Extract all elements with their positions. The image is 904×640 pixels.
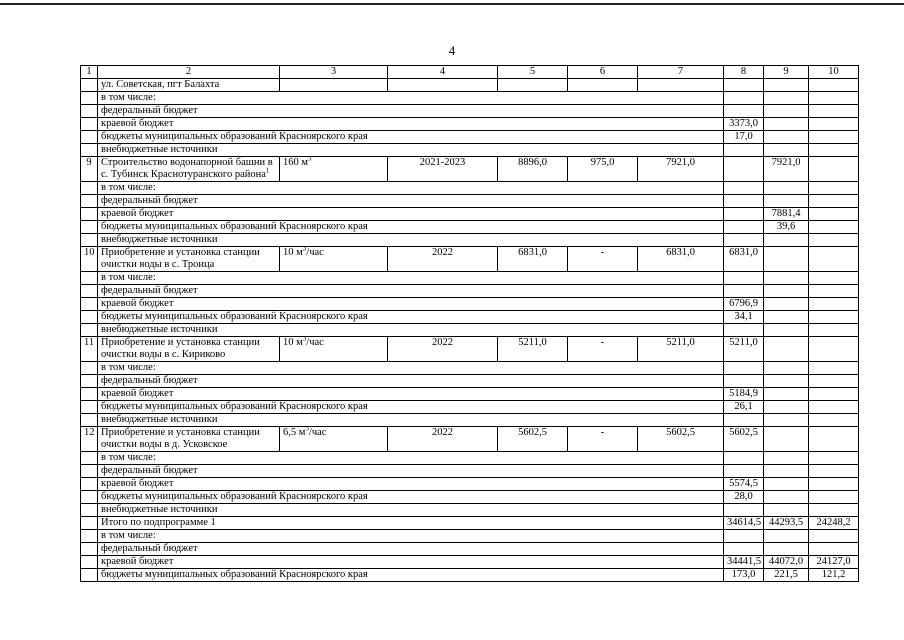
item-number: 9 [81,157,98,182]
table-cell [809,105,859,118]
value-cell: 3373,0 [724,118,764,131]
value-cell: 44293,5 [764,517,809,530]
budget-table [80,65,859,582]
value-cell [809,272,859,285]
sub-label: бюджеты муниципальных образований Красноярского края [98,221,724,234]
value-cell [809,247,859,272]
total-row [81,517,859,530]
cell-text: 6,5 м [283,427,306,438]
value-cell: - [568,427,638,452]
table-cell [764,118,809,131]
table-row [81,285,859,298]
table-cell [724,144,764,157]
table-cell [568,79,638,92]
table-cell [81,221,98,234]
value-cell [809,362,859,375]
total-cell: 5602,5 [498,427,568,452]
table-row [81,324,859,337]
value-cell [764,285,809,298]
table-cell [764,105,809,118]
total-cell: 5211,0 [498,337,568,362]
value-cell [764,465,809,478]
sub-label: в том числе: [98,362,724,375]
value-cell [724,208,764,221]
period-cell: 2021-2023 [388,157,498,182]
item-row [81,247,859,272]
name-line: Приобретение и установка станции [101,337,260,348]
sub-label: внебюджетные источники [98,324,724,337]
value-cell [764,272,809,285]
name-line: очистки воды в с. Троица [101,259,215,270]
value-cell [764,543,809,556]
total-cell: 6831,0 [498,247,568,272]
value-cell [764,195,809,208]
value-cell [809,504,859,517]
value-cell [724,324,764,337]
table-cell [81,465,98,478]
sub-label: бюджеты муниципальных образований Красноярского края [98,131,724,144]
header-cell: 5 [498,66,568,79]
item-name [98,247,280,272]
table-row [81,388,859,401]
sub-label: внебюджетные источники [98,234,724,247]
total-label: Итого по подпрограмме 1 [98,517,724,530]
value-cell [724,530,764,543]
sub-label: внебюджетные источники [98,414,724,427]
sub-label: в том числе: [98,452,724,465]
name-line: с. Тубинск Краснотуранского района [101,169,266,180]
table-row [81,543,859,556]
page-number: 4 [448,43,456,58]
item-name [98,337,280,362]
value-cell [764,452,809,465]
value-cell: 39,6 [764,221,809,234]
table-row [81,465,859,478]
value-cell [809,452,859,465]
sub-label: в том числе: [98,530,724,543]
value-cell: 28,0 [724,491,764,504]
cell-text: /час [308,427,327,438]
superscript: 3 [305,426,309,433]
table-cell [809,92,859,105]
table-cell [81,131,98,144]
name-line: Приобретение и установка станции [101,247,260,258]
table-cell [280,79,388,92]
period-cell: 2022 [388,337,498,362]
value-cell [809,388,859,401]
cell-text: 10 м [283,337,303,348]
value-cell [809,285,859,298]
value-cell [809,530,859,543]
sub-label: в том числе: [98,272,724,285]
value-cell [809,427,859,452]
cell-text: /час [306,337,324,348]
item-number: 12 [81,427,98,452]
value-cell [809,478,859,491]
value-cell [764,298,809,311]
table-cell [809,79,859,92]
value-cell [764,362,809,375]
table-row [81,530,859,543]
value-cell [809,414,859,427]
table-row [81,491,859,504]
value-cell [724,504,764,517]
sub-label: краевой бюджет [98,556,724,569]
value-cell [724,221,764,234]
sub-label: краевой бюджет [98,118,724,131]
name-line: очистки воды в д. Усковское [101,439,228,450]
table-row [81,272,859,285]
table-row [81,362,859,375]
header-cell: 10 [809,66,859,79]
table-cell [724,79,764,92]
sub-label: федеральный бюджет [98,543,724,556]
table-cell [81,92,98,105]
table-cell [81,569,98,582]
table-cell [81,517,98,530]
sub-label: федеральный бюджет [98,195,724,208]
sub-label: федеральный бюджет [98,105,724,118]
value-cell [809,311,859,324]
table-cell [81,105,98,118]
table-cell [724,105,764,118]
value-cell: 5211,0 [724,337,764,362]
table-row [81,401,859,414]
value-cell: 5184,9 [724,388,764,401]
sub-label: федеральный бюджет [98,465,724,478]
value-cell: 26,1 [724,401,764,414]
table-cell [81,375,98,388]
table-cell [81,388,98,401]
table-cell [81,452,98,465]
table-row [81,452,859,465]
table-cell [81,298,98,311]
table-cell [81,530,98,543]
value-cell [809,543,859,556]
table-cell [81,311,98,324]
table-cell [81,144,98,157]
table-cell [81,234,98,247]
value-cell [724,272,764,285]
header-cell: 4 [388,66,498,79]
value-cell [724,285,764,298]
value-cell: 34,1 [724,311,764,324]
value-cell [724,182,764,195]
value-cell [724,465,764,478]
sub-label: бюджеты муниципальных образований Красноярского края [98,311,724,324]
cell-text: /час [306,247,324,258]
table-row [81,131,859,144]
value-cell: 221,5 [764,569,809,582]
value-cell [724,234,764,247]
value-cell [764,388,809,401]
item-number: 10 [81,247,98,272]
table-cell [81,272,98,285]
value-cell: - [568,337,638,362]
capacity-cell [280,427,388,452]
sub-label: краевой бюджет [98,388,724,401]
value-cell: 7921,0 [764,157,809,182]
table-row [81,556,859,569]
value-cell [764,414,809,427]
name-line: очистки воды в с. Кириково [101,349,226,360]
table-cell [764,79,809,92]
header-cell: 9 [764,66,809,79]
value-cell [724,375,764,388]
value-cell: 7881,4 [764,208,809,221]
table-cell [809,144,859,157]
value-cell [764,337,809,362]
header-cell: 2 [98,66,280,79]
table-row [81,478,859,491]
value-cell: 34614,5 [724,517,764,530]
header-cell: 3 [280,66,388,79]
value-cell [809,491,859,504]
value-cell [764,182,809,195]
value-cell [724,157,764,182]
value-cell [764,478,809,491]
item-row [81,427,859,452]
value-cell [764,530,809,543]
value-cell [809,401,859,414]
sub-label: в том числе: [98,182,724,195]
table-cell [764,131,809,144]
value-cell: 44072,0 [764,556,809,569]
value-cell [809,195,859,208]
table-cell [81,543,98,556]
item-row [81,157,859,182]
value-cell: - [568,247,638,272]
value-cell [809,375,859,388]
table-cell [638,79,724,92]
table-cell [498,79,568,92]
value-cell [809,465,859,478]
table-cell [81,79,98,92]
table-row [81,195,859,208]
period-cell: 2022 [388,427,498,452]
value-cell: 5574,5 [724,478,764,491]
period-cell: 2022 [388,247,498,272]
capacity-cell [280,337,388,362]
top-border-line [0,3,904,5]
sub-label: федеральный бюджет [98,375,724,388]
superscript: 3 [308,156,312,163]
sub-label: внебюджетные источники [98,504,724,517]
table-row [81,118,859,131]
superscript: 3 [302,246,307,253]
table-cell [81,118,98,131]
value-cell: 173,0 [724,569,764,582]
table-row [81,311,859,324]
table-row [81,504,859,517]
item-row [81,337,859,362]
value-cell [764,375,809,388]
table-body [81,66,859,582]
sub-label: краевой бюджет [98,298,724,311]
value-cell [764,324,809,337]
value-cell: 121,2 [809,569,859,582]
sub-label: в том числе: [98,92,724,105]
table-row [81,92,859,105]
value-cell [809,298,859,311]
header-cell: 6 [568,66,638,79]
table-cell [81,195,98,208]
table-row [81,569,859,582]
value-cell [724,543,764,556]
table-cell [764,92,809,105]
table-row [81,414,859,427]
table-cell [81,491,98,504]
item-number: 11 [81,337,98,362]
table-cell [81,362,98,375]
table-cell [388,79,498,92]
table-cell [81,401,98,414]
sub-label: бюджеты муниципальных образований Красноярского края [98,401,724,414]
value-cell [764,504,809,517]
value-cell: 7921,0 [638,157,724,182]
table-cell [81,208,98,221]
table-cell [81,478,98,491]
value-cell [764,311,809,324]
table-cell [809,131,859,144]
value-cell [764,247,809,272]
table-row [81,234,859,247]
sub-label: бюджеты муниципальных образований Красноярского края [98,491,724,504]
value-cell [724,195,764,208]
sub-label: федеральный бюджет [98,285,724,298]
table-row [81,79,859,92]
value-cell: 6796,9 [724,298,764,311]
table-cell [81,182,98,195]
value-cell: 6831,0 [724,247,764,272]
value-cell [724,362,764,375]
value-cell [809,182,859,195]
table-cell [81,285,98,298]
table-cell [81,504,98,517]
address-cell: ул. Советская, пгт Балахта [98,79,280,92]
superscript: 3 [302,336,307,343]
sub-label: внебюджетные источники [98,144,724,157]
table-cell [81,556,98,569]
value-cell [809,234,859,247]
value-cell [809,208,859,221]
value-cell [809,157,859,182]
value-cell [809,324,859,337]
value-cell: 5602,5 [638,427,724,452]
table-row [81,144,859,157]
sub-label: бюджеты муниципальных образований Красноярского края [98,569,724,582]
item-name [98,157,280,182]
value-cell: 24248,2 [809,517,859,530]
value-cell [764,491,809,504]
value-cell: 17,0 [724,131,764,144]
table-cell [81,324,98,337]
value-cell: 5211,0 [638,337,724,362]
value-cell [724,452,764,465]
table-row [81,375,859,388]
value-cell [764,427,809,452]
footnote-mark: 1 [265,166,270,175]
table-row [81,298,859,311]
sub-label: краевой бюджет [98,208,724,221]
header-cell: 8 [724,66,764,79]
value-cell [809,221,859,234]
header-row [81,66,859,79]
cell-text: 160 м [283,157,309,168]
value-cell [764,401,809,414]
value-cell: 6831,0 [638,247,724,272]
value-cell: 975,0 [568,157,638,182]
header-cell: 7 [638,66,724,79]
value-cell [764,234,809,247]
table-row [81,182,859,195]
capacity-cell [280,157,388,182]
sub-label: краевой бюджет [98,478,724,491]
value-cell: 5602,5 [724,427,764,452]
value-cell [809,337,859,362]
header-cell: 1 [81,66,98,79]
table-cell [764,144,809,157]
table-row [81,221,859,234]
table-cell [81,414,98,427]
total-cell: 8896,0 [498,157,568,182]
name-line: Строительство водонапорной башни в [101,157,273,168]
name-line: Приобретение и установка станции [101,427,260,438]
cell-text: 10 м [283,247,303,258]
value-cell: 34441,5 [724,556,764,569]
table-row [81,105,859,118]
table-cell [809,118,859,131]
value-cell: 24127,0 [809,556,859,569]
value-cell [724,414,764,427]
table-row [81,208,859,221]
item-name [98,427,280,452]
capacity-cell [280,247,388,272]
table-cell [724,92,764,105]
